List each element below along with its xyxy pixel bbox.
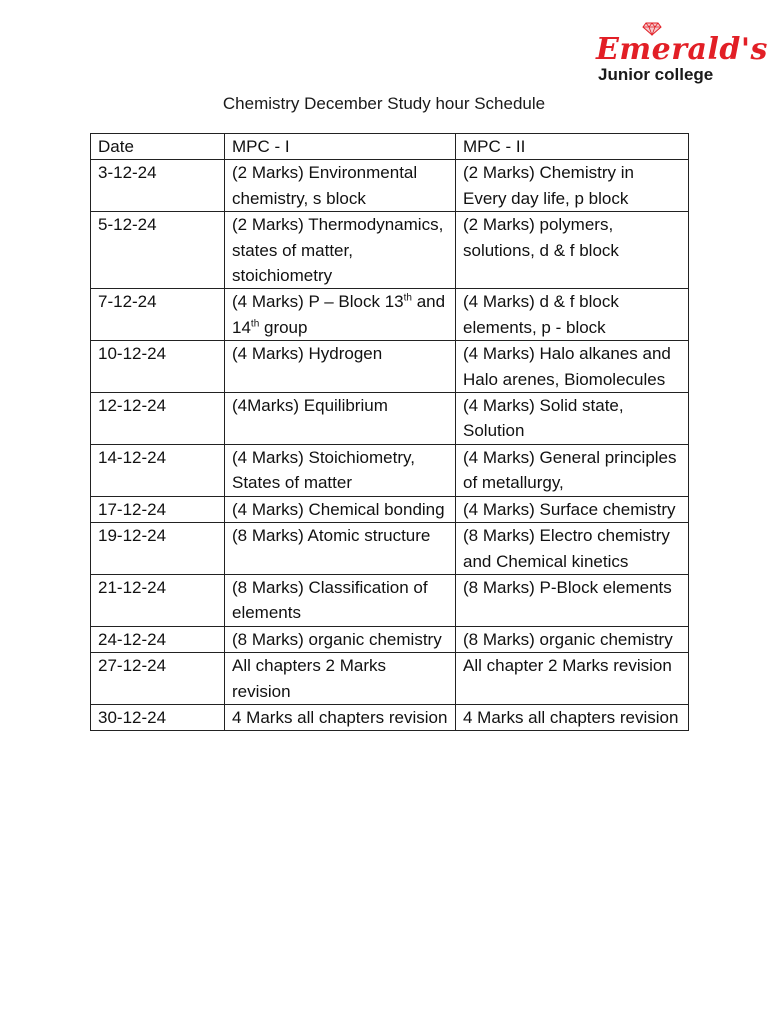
- date-cell: 7-12-24: [91, 289, 225, 341]
- mpc1-cell: (4 Marks) Chemical bonding: [225, 496, 456, 522]
- mpc2-cell: (8 Marks) Electro chemistry and Chemical kinetics: [456, 523, 689, 575]
- table-row: [91, 341, 689, 393]
- header-mpc-2: MPC - II: [456, 134, 689, 160]
- mpc1-cell: (4 Marks) Hydrogen: [225, 341, 456, 393]
- mpc2-cell: (8 Marks) organic chemistry: [456, 626, 689, 652]
- mpc2-cell: 4 Marks all chapters revision: [456, 704, 689, 730]
- mpc1-cell: (4 Marks) Stoichiometry, States of matter: [225, 444, 456, 496]
- header-date: Date: [91, 134, 225, 160]
- mpc2-cell: (4 Marks) d & f block elements, p - block: [456, 289, 689, 341]
- mpc1-cell: (2 Marks) Thermodynamics, states of matter, stoichiometry: [225, 212, 456, 289]
- date-cell: 30-12-24: [91, 704, 225, 730]
- table-row: [91, 574, 689, 626]
- date-cell: 17-12-24: [91, 496, 225, 522]
- mpc2-cell: (2 Marks) Chemistry in Every day life, p block: [456, 160, 689, 212]
- mpc2-cell: All chapter 2 Marks revision: [456, 653, 689, 705]
- mpc2-cell: (8 Marks) P-Block elements: [456, 574, 689, 626]
- ordinal-suffix: th: [403, 292, 412, 304]
- table-row: [91, 393, 689, 445]
- mpc1-cell: (2 Marks) Environmental chemistry, s block: [225, 160, 456, 212]
- date-cell: 27-12-24: [91, 653, 225, 705]
- mpc2-cell: (2 Marks) polymers, solutions, d & f block: [456, 212, 689, 289]
- date-cell: 5-12-24: [91, 212, 225, 289]
- table-row: [91, 704, 689, 730]
- date-cell: 21-12-24: [91, 574, 225, 626]
- table-row: [91, 653, 689, 705]
- college-logo: [588, 22, 768, 86]
- mpc1-cell: All chapters 2 Marks revision: [225, 653, 456, 705]
- table-row: [91, 496, 689, 522]
- mpc2-cell: (4 Marks) Solid state, Solution: [456, 393, 689, 445]
- mpc2-cell: (4 Marks) Halo alkanes and Halo arenes, Biomolecules: [456, 341, 689, 393]
- mpc2-cell: (4 Marks) General principles of metallurgy,: [456, 444, 689, 496]
- document-title: Chemistry December Study hour Schedule: [222, 94, 546, 113]
- mpc1-cell: (8 Marks) Atomic structure: [225, 523, 456, 575]
- mpc1-cell: 4 Marks all chapters revision: [225, 704, 456, 730]
- table-row: [91, 289, 689, 341]
- date-cell: 14-12-24: [91, 444, 225, 496]
- table-row: [91, 523, 689, 575]
- table-row: [91, 626, 689, 652]
- table-row: [91, 212, 689, 289]
- schedule-table: [90, 133, 689, 731]
- date-cell: 3-12-24: [91, 160, 225, 212]
- ordinal-suffix: th: [250, 318, 260, 330]
- mpc1-cell: [225, 289, 456, 341]
- mpc1-cell: (8 Marks) organic chemistry: [225, 626, 456, 652]
- date-cell: 10-12-24: [91, 341, 225, 393]
- table-row: [91, 160, 689, 212]
- date-cell: 19-12-24: [91, 523, 225, 575]
- date-cell: 12-12-24: [91, 393, 225, 445]
- logo-subtitle: Junior college: [598, 65, 714, 84]
- mpc1-text-pre: (4 Marks) P – Block 13: [232, 292, 404, 312]
- table-header-row: [91, 134, 689, 160]
- mpc1-text-mid: and 14: [232, 292, 446, 337]
- mpc1-cell: (4Marks) Equilibrium: [225, 393, 456, 445]
- logo-brand-name: Emerald's: [596, 32, 768, 67]
- mpc1-cell: (8 Marks) Classification of elements: [225, 574, 456, 626]
- table-row: [91, 444, 689, 496]
- mpc1-text-post: group: [259, 317, 308, 337]
- date-cell: 24-12-24: [91, 626, 225, 652]
- mpc2-cell: (4 Marks) Surface chemistry: [456, 496, 689, 522]
- header-mpc-1: MPC - I: [225, 134, 456, 160]
